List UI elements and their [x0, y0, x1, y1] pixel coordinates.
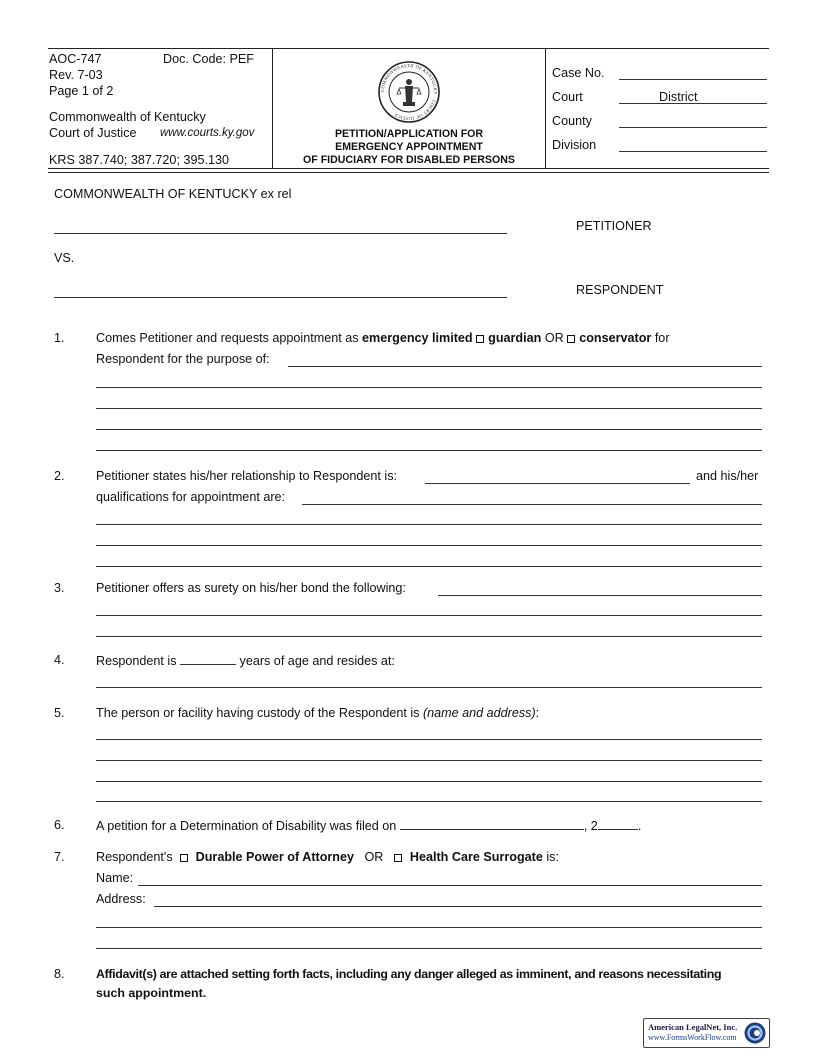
age-field[interactable] [180, 653, 236, 665]
form-title-line3: OF FIDUCIARY FOR DISABLED PERSONS [303, 154, 515, 166]
item-7-address-label: Address: [96, 892, 146, 906]
surety-field[interactable] [438, 595, 762, 596]
header-top-rule [48, 48, 769, 49]
page-number: Page 1 of 2 [49, 84, 114, 98]
item-4-text: Respondent is [96, 654, 177, 668]
logo-line2: www.FormsWorkFlow.com [648, 1033, 737, 1042]
website-link: www.courts.ky.gov [160, 127, 255, 139]
court-value: District [659, 90, 698, 104]
item-7-name-label: Name: [96, 871, 134, 885]
case-no-field[interactable] [619, 79, 767, 80]
item-1-text: Comes Petitioner and requests appointment as [96, 331, 359, 345]
health-care-surrogate-label: Health Care Surrogate [409, 850, 543, 864]
conservator-checkbox[interactable] [567, 335, 575, 343]
respondent-label: RESPONDENT [576, 283, 664, 297]
item-1-purpose-label: Respondent for the purpose of: [96, 352, 270, 366]
item-1-or: OR [544, 331, 564, 345]
item-7-or: OR [364, 850, 384, 864]
logo-swirl-icon [743, 1021, 767, 1045]
agent-address-line-3[interactable] [96, 948, 762, 949]
filing-year-field[interactable] [598, 818, 638, 830]
item-7-is: is: [546, 850, 559, 864]
relationship-field[interactable] [425, 483, 690, 484]
court-seal [377, 60, 441, 124]
item-1-number: 1. [54, 331, 65, 345]
header-divider-right [545, 48, 546, 168]
qualifications-line-2[interactable] [96, 524, 762, 525]
court-of-justice: Court of Justice [49, 126, 137, 140]
purpose-line-2[interactable] [96, 387, 762, 388]
item-4-text-2: years of age and resides at: [239, 654, 395, 668]
item-2-text: Petitioner states his/her relationship to Respondent is: [96, 469, 398, 483]
form-title-line2: EMERGENCY APPOINTMENT [335, 141, 483, 153]
purpose-line-4[interactable] [96, 429, 762, 430]
agent-address-line-2[interactable] [96, 927, 762, 928]
item-6-number: 6. [54, 818, 65, 832]
item-6-line [96, 818, 641, 833]
doc-code: Doc. Code: PEF [163, 52, 254, 66]
qualifications-line-4[interactable] [96, 566, 762, 567]
custody-line-3[interactable] [96, 781, 762, 782]
header-divider-left [272, 48, 273, 168]
custody-line-4[interactable] [96, 801, 762, 802]
vs-label: VS. [54, 251, 75, 265]
revision: Rev. 7-03 [49, 68, 103, 82]
state-name: Commonwealth of Kentucky [49, 110, 206, 124]
item-1-for: for [654, 331, 670, 345]
legalnet-logo [643, 1018, 770, 1048]
item-4-line [96, 653, 395, 668]
item-6-text: A petition for a Determination of Disability was filed on [96, 819, 397, 833]
item-2-number: 2. [54, 469, 65, 483]
item-1-line [96, 331, 670, 345]
filing-date-field[interactable] [400, 818, 584, 830]
item-8-text-line2: such appointment. [96, 986, 207, 1000]
header-bottom-rule [48, 168, 769, 169]
item-7-respondents: Respondent's [96, 850, 173, 864]
agent-address-field[interactable] [154, 906, 762, 907]
court-label: Court [552, 90, 583, 104]
item-8-text-line1: Affidavit(s) are attached setting forth facts, including any danger alleged as imminent, and reasons necessitating [96, 967, 722, 981]
item-3-text: Petitioner offers as surety on his/her bond the following: [96, 581, 406, 595]
form-title-line1: PETITION/APPLICATION FOR [334, 128, 484, 140]
item-2-his-her: and his/her [696, 469, 759, 483]
conservator-label: conservator [579, 331, 652, 345]
surety-line-2[interactable] [96, 615, 762, 616]
item-4-number: 4. [54, 653, 65, 667]
custody-line-2[interactable] [96, 760, 762, 761]
surety-line-3[interactable] [96, 636, 762, 637]
item-6-period: . [637, 819, 642, 833]
agent-name-field[interactable] [138, 885, 762, 886]
item-5-colon: : [535, 706, 540, 720]
purpose-field[interactable] [288, 366, 762, 367]
form-number: AOC-747 [49, 52, 102, 66]
seal-text: COMMONWEALTH OF KENTUCKY · COURT OF JUSTICE [379, 62, 439, 122]
item-6-year-prefix: , 2 [583, 819, 598, 833]
item-8-number: 8. [54, 967, 65, 981]
item-5-text: The person or facility having custody of the Respondent is [96, 706, 420, 720]
respondent-name-field[interactable] [54, 297, 507, 298]
division-field[interactable] [619, 151, 767, 152]
item-2-qualifications-label: qualifications for appointment are: [96, 490, 286, 504]
caption-ex-rel: COMMONWEALTH OF KENTUCKY ex rel [54, 187, 292, 201]
statutes: KRS 387.740; 387.720; 395.130 [49, 153, 229, 167]
residence-field[interactable] [96, 687, 762, 688]
qualifications-line-3[interactable] [96, 545, 762, 546]
item-7-number: 7. [54, 850, 65, 864]
case-no-label: Case No. [552, 66, 605, 80]
division-label: Division [552, 138, 597, 152]
logo-line1: American LegalNet, Inc. [648, 1022, 738, 1032]
header-bottom-rule-2 [48, 172, 769, 173]
guardian-checkbox[interactable] [476, 335, 484, 343]
petitioner-label: PETITIONER [576, 219, 652, 233]
durable-poa-checkbox[interactable] [180, 854, 188, 862]
health-care-surrogate-checkbox[interactable] [394, 854, 402, 862]
guardian-label: guardian [488, 331, 542, 345]
petitioner-name-field[interactable] [54, 233, 507, 234]
form-title [282, 128, 536, 167]
item-5-name-address: (name and address) [422, 706, 536, 720]
custody-line-1[interactable] [96, 739, 762, 740]
item-7-line [96, 850, 559, 864]
county-label: County [552, 114, 592, 128]
county-field[interactable] [619, 127, 767, 128]
item-1-emergency-limited: emergency limited [362, 331, 473, 345]
purpose-line-3[interactable] [96, 408, 762, 409]
item-3-number: 3. [54, 581, 65, 595]
purpose-line-5[interactable] [96, 450, 762, 451]
qualifications-field[interactable] [302, 504, 762, 505]
item-5-line [96, 706, 539, 720]
durable-poa-label: Durable Power of Attorney [195, 850, 354, 864]
item-5-number: 5. [54, 706, 65, 720]
